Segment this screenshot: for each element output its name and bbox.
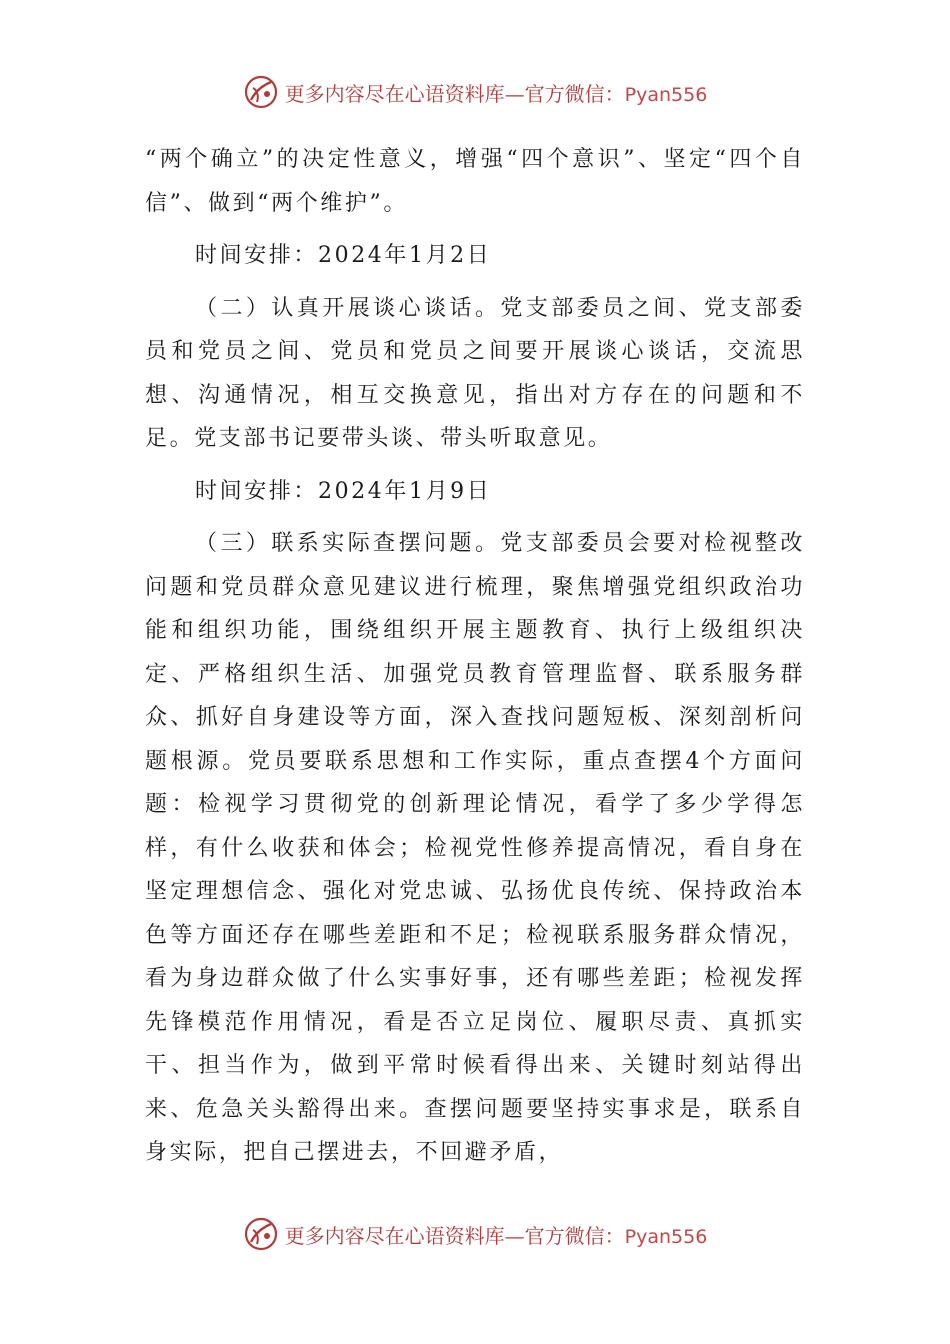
logo-icon xyxy=(243,74,279,110)
schedule-line-2: 时间安排：2024年1月9日 xyxy=(195,478,492,504)
banner-text-cn: 更多内容尽在心语资料库—官方微信： xyxy=(284,1223,625,1248)
header-banner xyxy=(0,72,950,112)
banner-wechat-id: Pyan556 xyxy=(624,1225,708,1248)
banner-text xyxy=(285,78,708,107)
banner-text xyxy=(285,1220,708,1249)
paragraph-section-2: （二）认真开展谈心谈话。党支部委员之间、党支部委员和党员之间、党员和党员之间要开展谈心谈话，交流思想、沟通情况，相互交换意见，指出对方存在的问题和不足。党支部书记要带头谈、带头听取意见。 xyxy=(145,295,805,451)
schedule-line-1: 时间安排：2024年1月2日 xyxy=(195,243,492,268)
footer-banner xyxy=(0,1214,950,1254)
paragraph-continued: “两个确立”的决定性意义，增强“四个意识”、坚定“四个自信”、做到“两个维护”。 xyxy=(145,147,805,216)
logo-icon xyxy=(243,1216,279,1252)
banner-wechat-id: Pyan556 xyxy=(624,83,708,106)
banner-text-cn: 更多内容尽在心语资料库—官方微信： xyxy=(284,81,625,106)
paragraph-section-3: （三）联系实际查摆问题。党支部委员会要对检视整改问题和党员群众意见建议进行梳理，聚焦增强党组织政治功能和组织功能，围绕组织开展主题教育、执行上级组织决定、严格组织生活、加强党员教育管理监督、联系服务群众、抓好自身建设等方面，深入查找问题短板、深刻剖析问题根源。党员要联系思想和工作实际，重点查摆4个方面问题：检视学习贯彻党的创新理论情况，看学了多少学得怎样，有什么收获和体会；检视党性修养提高情况，看自身在坚定理想信念、强化对党忠诚、弘扬优良传统、保持政治本色等方面还存在哪些差距和不足；检视联系服务群众情况，看为身边群众做了什么实事好事，还有哪些差距；检视发挥先锋模范作用情况，看是否立足岗位、履职尽责、真抓实干、担当作为，做到平常时候看得出来、关键时刻站得出来、危急关头豁得出来。查摆问题要坚持实事求是，联系自身实际，把自己摆进去，不回避矛盾， xyxy=(145,531,805,1165)
document-body xyxy=(145,138,805,1175)
